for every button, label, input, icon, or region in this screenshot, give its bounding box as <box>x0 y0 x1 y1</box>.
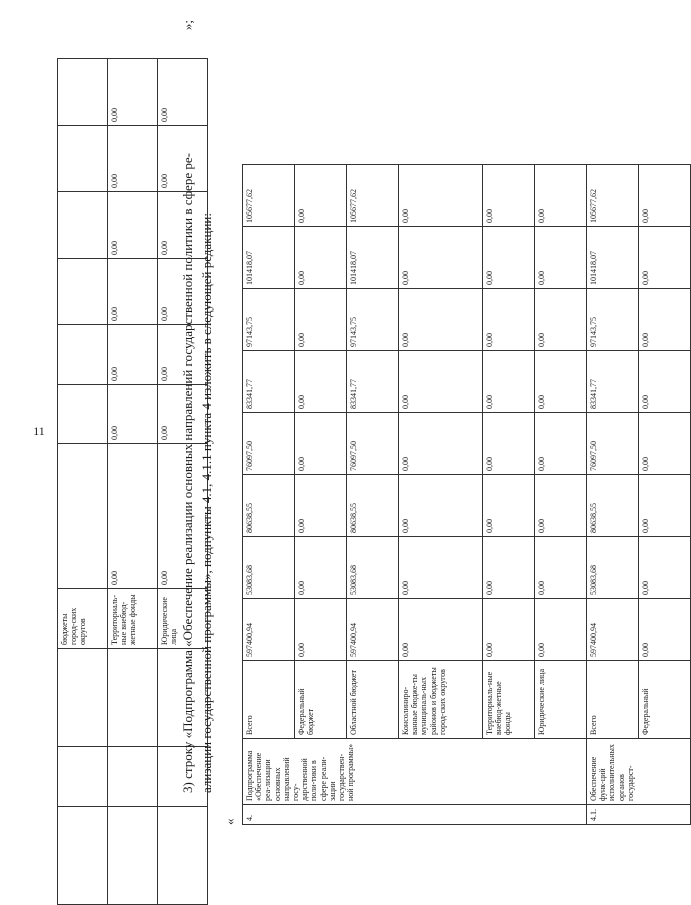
value-cell: 105677,62 <box>347 165 399 227</box>
value-cell: 97143,75 <box>347 289 399 351</box>
table-row <box>399 165 483 825</box>
value-cell: 0,00 <box>639 537 691 599</box>
value-cell: 76097,50 <box>243 413 295 475</box>
paragraph-line-1: 3) строку «Подпрограмма «Обеспечение реализации основных направлений государственной политики в сфере ре- <box>180 153 195 793</box>
table-row <box>587 165 639 825</box>
amendment-paragraph <box>178 0 238 905</box>
value-cell: 53083,68 <box>347 537 399 599</box>
value-cell <box>58 192 108 259</box>
source-label: Юридические лица <box>158 589 208 649</box>
source-label: Всего <box>587 661 639 739</box>
value-cell: 0,00 <box>399 351 483 413</box>
value-cell: 0,00 <box>535 537 587 599</box>
value-cell: 83341,77 <box>243 351 295 413</box>
closing-quote: »; <box>180 20 195 31</box>
value-cell: 105677,62 <box>243 165 295 227</box>
table-row <box>483 165 535 825</box>
source-label: Областной бюджет <box>347 661 399 739</box>
row-number: 4. <box>243 805 587 825</box>
value-cell: 0,00 <box>295 165 347 227</box>
value-cell: 0,00 <box>483 227 535 289</box>
empty-cell <box>58 807 108 905</box>
value-cell: 0,00 <box>399 537 483 599</box>
value-cell: 597400,94 <box>243 599 295 661</box>
table-row <box>58 59 108 905</box>
value-cell: 0,00 <box>639 227 691 289</box>
value-cell <box>58 126 108 192</box>
value-cell: 0,00 <box>295 227 347 289</box>
value-cell: 101418,07 <box>347 227 399 289</box>
empty-cell <box>108 649 158 747</box>
source-label: Федеральный бюджет <box>295 661 347 739</box>
row-number: 4.1. <box>587 805 691 825</box>
value-cell: 0,00 <box>639 413 691 475</box>
value-cell: 0,00 <box>639 475 691 537</box>
value-cell: 0,00 <box>483 475 535 537</box>
value-cell: 80638,55 <box>587 475 639 537</box>
empty-cell <box>108 807 158 905</box>
value-cell: 0,00 <box>639 599 691 661</box>
value-cell: 80638,55 <box>347 475 399 537</box>
value-cell: 0,00 <box>158 444 208 589</box>
value-cell: 0,00 <box>108 444 158 589</box>
value-cell: 0,00 <box>158 259 208 325</box>
bottom-table <box>242 164 691 825</box>
table-row <box>639 165 691 825</box>
source-label: Юридические лица <box>535 661 587 739</box>
value-cell: 101418,07 <box>243 227 295 289</box>
value-cell: 0,00 <box>158 385 208 444</box>
value-cell: 0,00 <box>483 537 535 599</box>
value-cell: 0,00 <box>295 475 347 537</box>
value-cell: 0,00 <box>399 413 483 475</box>
value-cell: 0,00 <box>108 59 158 126</box>
paragraph-line-2: ализации государственной программы», подпункты 4.1, 4.1.1 пункта 4 изложить в следующей редакции: <box>199 213 214 793</box>
empty-cell <box>58 649 108 747</box>
value-cell: 0,00 <box>483 351 535 413</box>
value-cell: 80638,55 <box>243 475 295 537</box>
value-cell: 0,00 <box>108 192 158 259</box>
value-cell: 0,00 <box>483 165 535 227</box>
value-cell: 597400,94 <box>347 599 399 661</box>
value-cell: 97143,75 <box>243 289 295 351</box>
value-cell: 0,00 <box>483 289 535 351</box>
value-cell: 0,00 <box>108 385 158 444</box>
source-label: бюджеты город-ских округов <box>58 589 108 649</box>
value-cell: 83341,77 <box>587 351 639 413</box>
value-cell: 97143,75 <box>587 289 639 351</box>
value-cell: 0,00 <box>535 413 587 475</box>
subprogram-name: Подпрограмма «Обеспечение реа-лизации основных направлений госу-дарственной поли-тики в сфере реали-зации государствен-ной программы» <box>243 739 587 805</box>
value-cell: 0,00 <box>483 599 535 661</box>
source-label: Территориаль-ные внебюд-жетные фонды <box>108 589 158 649</box>
value-cell: 83341,77 <box>347 351 399 413</box>
value-cell: 0,00 <box>399 289 483 351</box>
value-cell <box>58 444 108 589</box>
value-cell: 0,00 <box>158 126 208 192</box>
subprogram-name: Обеспечение функ-ций исполнительных органов государст- <box>587 739 691 805</box>
value-cell: 105677,62 <box>587 165 639 227</box>
value-cell: 53083,68 <box>243 537 295 599</box>
value-cell: 597400,94 <box>587 599 639 661</box>
value-cell: 0,00 <box>639 351 691 413</box>
value-cell: 0,00 <box>108 259 158 325</box>
value-cell <box>58 325 108 385</box>
value-cell: 0,00 <box>535 351 587 413</box>
table-row <box>243 165 295 825</box>
value-cell <box>58 59 108 126</box>
value-cell: 0,00 <box>399 475 483 537</box>
source-label: Всего <box>243 661 295 739</box>
value-cell: 0,00 <box>535 165 587 227</box>
source-label: Федеральный <box>639 661 691 739</box>
value-cell: 0,00 <box>399 599 483 661</box>
source-label: Территориаль-ные внебюд-жетные фонды <box>483 661 535 739</box>
value-cell: 0,00 <box>535 475 587 537</box>
table-row <box>347 165 399 825</box>
value-cell: 0,00 <box>295 289 347 351</box>
value-cell: 0,00 <box>295 537 347 599</box>
value-cell: 0,00 <box>158 192 208 259</box>
source-label: Консолиниро-ванные бюдже-ты муниципаль-ных районов и бюджеты город-ских округов <box>399 661 483 739</box>
value-cell: 101418,07 <box>587 227 639 289</box>
empty-cell <box>58 747 108 807</box>
value-cell: 0,00 <box>158 59 208 126</box>
opening-quote: « <box>222 818 237 825</box>
table-row <box>295 165 347 825</box>
value-cell: 0,00 <box>295 599 347 661</box>
value-cell: 0,00 <box>295 351 347 413</box>
value-cell <box>58 385 108 444</box>
value-cell: 0,00 <box>639 165 691 227</box>
value-cell: 0,00 <box>535 599 587 661</box>
value-cell: 0,00 <box>295 413 347 475</box>
value-cell: 0,00 <box>399 227 483 289</box>
empty-cell <box>108 747 158 807</box>
value-cell: 0,00 <box>535 227 587 289</box>
value-cell: 0,00 <box>108 126 158 192</box>
page-number: 11 <box>33 424 45 438</box>
value-cell: 0,00 <box>399 165 483 227</box>
value-cell: 0,00 <box>639 289 691 351</box>
value-cell <box>58 259 108 325</box>
value-cell: 0,00 <box>483 413 535 475</box>
value-cell: 76097,50 <box>347 413 399 475</box>
value-cell: 0,00 <box>108 325 158 385</box>
value-cell: 76097,50 <box>587 413 639 475</box>
value-cell: 53083,68 <box>587 537 639 599</box>
value-cell: 0,00 <box>535 289 587 351</box>
table-row <box>535 165 587 825</box>
table-row <box>108 59 158 905</box>
value-cell: 0,00 <box>158 325 208 385</box>
